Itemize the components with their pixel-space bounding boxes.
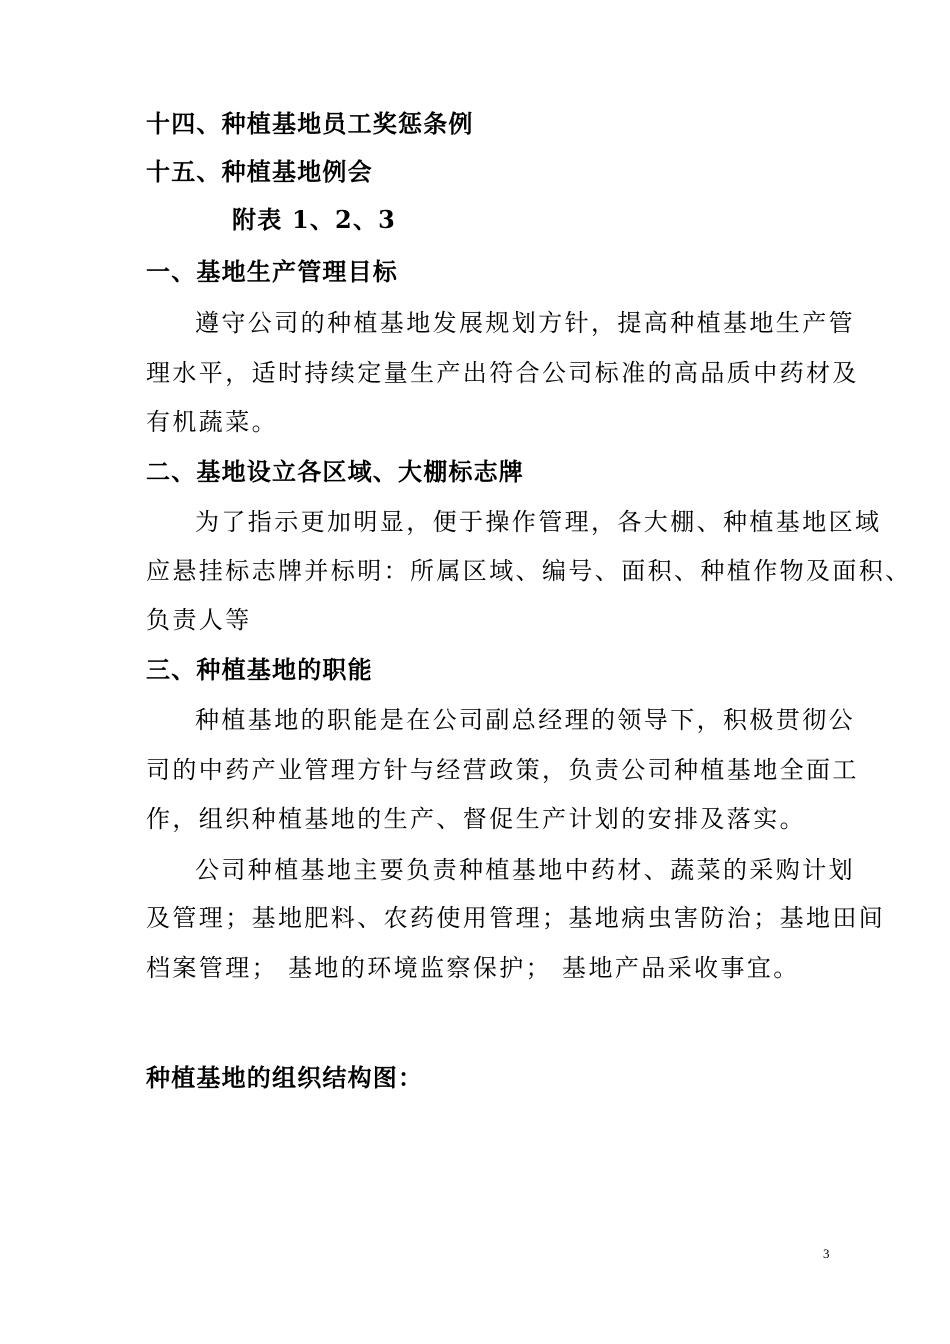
- toc-item-15: 十五、种植基地例会: [146, 157, 373, 186]
- section3-para1-line: 作，组织种植基地的生产、督促生产计划的安排及落实。: [146, 805, 806, 833]
- section3-para1-line: 司的中药产业管理方针与经营政策，负责公司种植基地全面工: [146, 756, 859, 784]
- toc-item-14: 十四、种植基地员工奖惩条例: [146, 109, 474, 138]
- section2-line: 负责人等: [146, 606, 252, 634]
- section3-para2-line: 及管理；基地肥料、农药使用管理；基地病虫害防治；基地田间: [146, 904, 886, 932]
- section1-line: 有机蔬菜。: [146, 408, 278, 436]
- section3-para1-line: 种植基地的职能是在公司副总经理的领导下，积极贯彻公: [195, 706, 855, 734]
- section2-heading: 二、基地设立各区域、大棚标志牌: [146, 457, 524, 486]
- section3-heading: 三、种植基地的职能: [146, 655, 373, 684]
- page-number: 3: [823, 1246, 830, 1261]
- section3-para2-line: 档案管理； 基地的环境监察保护； 基地产品采收事宜。: [146, 954, 800, 982]
- section1-line: 理水平，适时持续定量生产出符合公司标准的高品质中药材及: [146, 359, 859, 387]
- section3-para2-line: 公司种植基地主要负责种植基地中药材、蔬菜的采购计划: [195, 856, 855, 884]
- section1-line: 遵守公司的种植基地发展规划方针，提高种植基地生产管: [195, 309, 855, 337]
- section2-line: 应悬挂标志牌并标明：所属区域、编号、面积、种植作物及面积、: [146, 557, 912, 585]
- section2-line: 为了指示更加明显，便于操作管理，各大棚、种植基地区域: [195, 508, 882, 536]
- section1-heading: 一、基地生产管理目标: [146, 257, 398, 286]
- org-chart-title: 种植基地的组织结构图：: [146, 1063, 424, 1092]
- toc-appendix: 附表 1、2、3: [232, 205, 397, 234]
